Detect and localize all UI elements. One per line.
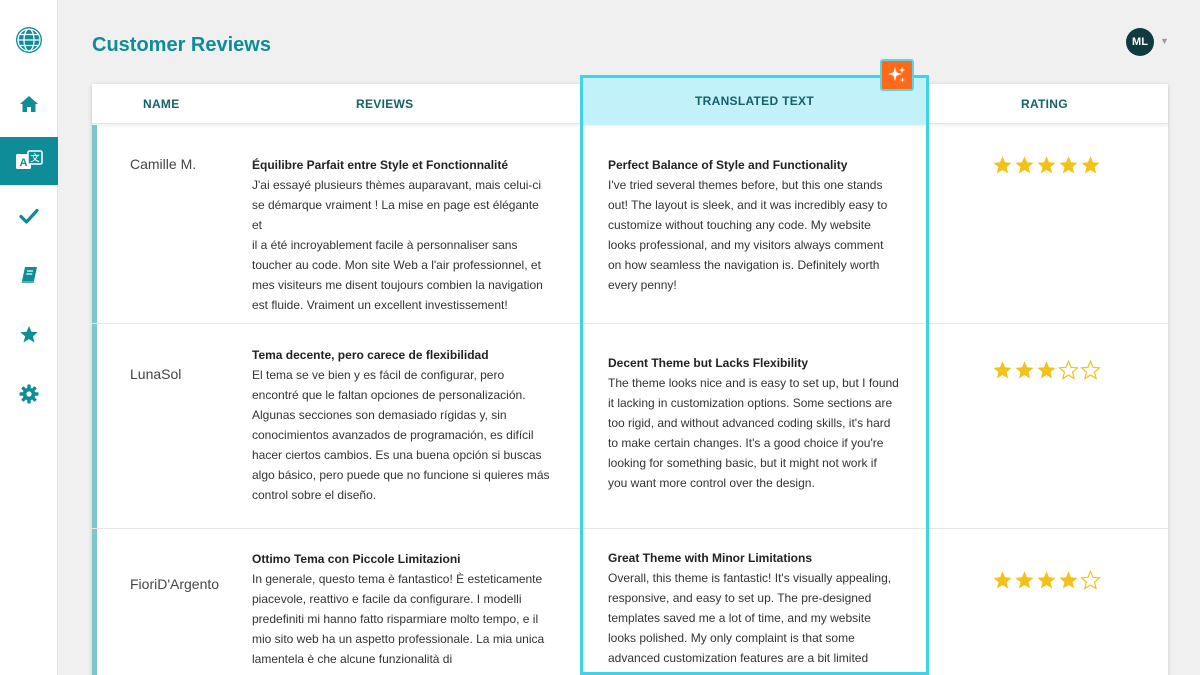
star-filled-icon: [992, 570, 1013, 590]
review-line: control sobre el diseño.: [252, 488, 377, 502]
translated-text: [608, 548, 908, 668]
translated-line: it lacking in customization options. Some sections are: [608, 396, 893, 410]
table-row: [92, 125, 1168, 324]
row-accent-bar: [92, 324, 97, 528]
row-accent-bar: [92, 125, 97, 323]
star-filled-icon: [1014, 570, 1035, 590]
translated-line: on how seamless the navigation is. Definitely worth: [608, 258, 880, 272]
translated-line: looks polished. My only complaint is that some: [608, 631, 855, 645]
translated-line: you want more control over the design.: [608, 476, 815, 490]
gear-icon: [19, 384, 39, 404]
column-header-translated: TRANSLATED TEXT: [695, 94, 814, 108]
star-filled-icon: [1058, 155, 1079, 175]
review-line: predefiniti mi hanno fatto risparmiare molto tempo, e il: [252, 612, 539, 626]
review-line: mio sito web ha un aspetto professionale. La mia unica: [252, 632, 545, 646]
review-line: est fluide. Vraiment un excellent investissement!: [252, 298, 508, 312]
column-header-reviews: REVIEWS: [356, 97, 414, 111]
review-line: se démarque vraiment ! La mise en page est élégante et: [252, 198, 539, 232]
column-header-name: NAME: [143, 97, 180, 111]
row-accent-bar: [92, 529, 97, 675]
star-icon: [19, 325, 39, 344]
translate-icon: [15, 150, 43, 172]
sidebar-item-favorites[interactable]: [0, 310, 58, 358]
review-line: conocimientos avanzados de programación, es difícil: [252, 428, 534, 442]
translated-line: looks professional, and my visitors always comment: [608, 238, 884, 252]
star-empty-icon: [1058, 360, 1079, 380]
review-title: Ottimo Tema con Piccole Limitazioni: [252, 552, 461, 566]
translated-line: out! The layout is sleek, and it was incredibly easy to: [608, 198, 888, 212]
star-filled-icon: [1036, 360, 1057, 380]
translated-line: Overall, this theme is fantastic! It's visually appealing,: [608, 571, 892, 585]
sidebar-item-translate[interactable]: [0, 137, 58, 185]
check-icon: [19, 208, 39, 224]
translated-line: responsive, and easy to set up. The pre-designed: [608, 591, 872, 605]
ai-translate-button[interactable]: [880, 59, 914, 91]
reviews-table: [92, 84, 1168, 675]
review-line: J'ai essayé plusieurs thèmes auparavant, mais celui-ci: [252, 178, 542, 192]
translated-line: looking for something basic, but it might not work if: [608, 456, 877, 470]
svg-text:文: 文: [30, 153, 40, 163]
star-empty-icon: [1080, 570, 1101, 590]
chevron-down-icon[interactable]: ▼: [1160, 36, 1169, 46]
translated-line: I've tried several themes before, but this one stands: [608, 178, 883, 192]
translated-text: [608, 155, 908, 295]
translated-text: [608, 353, 908, 493]
table-row: [92, 529, 1168, 675]
sparkle-icon: [887, 65, 907, 85]
avatar[interactable]: ML: [1126, 28, 1154, 56]
review-line: hacer ciertos cambios. Es una buena opción si buscas: [252, 448, 542, 462]
translated-title: Perfect Balance of Style and Functionality: [608, 158, 848, 172]
review-line: toucher au code. Mon site Web a l'air professionnel, et: [252, 258, 541, 272]
reviewer-name: FioriD'Argento: [130, 576, 220, 592]
translated-line: to make certain changes. It's a good choice if you're: [608, 436, 884, 450]
review-line: mes visiteurs me disent toujours combien la navigation: [252, 278, 543, 292]
star-filled-icon: [1058, 570, 1079, 590]
star-filled-icon: [1080, 155, 1101, 175]
star-empty-icon: [1080, 360, 1101, 380]
translated-line: every penny!: [608, 278, 677, 292]
translated-line: too rigid, and without advanced coding skills, it's hard: [608, 416, 891, 430]
reviewer-name: LunaSol: [130, 366, 182, 382]
rating-stars: [992, 360, 1101, 380]
review-line: lamentela è che alcune funzionalità di: [252, 652, 453, 666]
review-text: [252, 549, 552, 669]
star-filled-icon: [992, 360, 1013, 380]
star-filled-icon: [1014, 155, 1035, 175]
translated-line: customize without touching any code. My website: [608, 218, 871, 232]
translated-title: Decent Theme but Lacks Flexibility: [608, 356, 809, 370]
translated-title: Great Theme with Minor Limitations: [608, 551, 813, 565]
globe-icon[interactable]: [13, 24, 45, 56]
column-header-rating: RATING: [1021, 97, 1068, 111]
review-text: [252, 345, 552, 505]
review-line: piacevole, reattivo e facile da configurare. I modelli: [252, 592, 522, 606]
review-line: El tema se ve bien y es fácil de configurar, pero: [252, 368, 505, 382]
rating-stars: [992, 155, 1101, 175]
translated-line: The theme looks nice and is easy to set up, but I found: [608, 376, 899, 390]
review-line: Algunas secciones son demasiado rígidas y, sin: [252, 408, 507, 422]
review-line: il a été incroyablement facile à personnaliser sans: [252, 238, 518, 252]
sidebar-item-library[interactable]: [0, 251, 58, 299]
star-filled-icon: [1036, 155, 1057, 175]
svg-text:A: A: [19, 157, 28, 169]
reviewer-name: Camille M.: [130, 156, 197, 172]
home-icon: [19, 95, 39, 113]
review-title: Équilibre Parfait entre Style et Fonctionnalité: [252, 158, 509, 172]
translated-line: advanced customization features are a bit limited: [608, 651, 869, 665]
page-title: Customer Reviews: [92, 34, 271, 56]
sidebar-item-home[interactable]: [0, 80, 58, 128]
sidebar-item-tasks[interactable]: [0, 192, 58, 240]
review-text: [252, 155, 552, 315]
review-title: Tema decente, pero carece de flexibilidad: [252, 348, 489, 362]
review-line: algo básico, pero puede que no funcione si quieres más: [252, 468, 550, 482]
rating-stars: [992, 570, 1101, 590]
translated-line: templates saved me a lot of time, and my website: [608, 611, 871, 625]
star-filled-icon: [1014, 360, 1035, 380]
review-line: In generale, questo tema è fantastico! È esteticamente: [252, 572, 543, 586]
star-filled-icon: [1036, 570, 1057, 590]
star-filled-icon: [992, 155, 1013, 175]
table-row: [92, 324, 1168, 529]
review-line: encontré que le faltan opciones de personalización.: [252, 388, 526, 402]
book-icon: [20, 266, 38, 284]
sidebar: [0, 0, 58, 675]
sidebar-item-settings[interactable]: [0, 370, 58, 418]
